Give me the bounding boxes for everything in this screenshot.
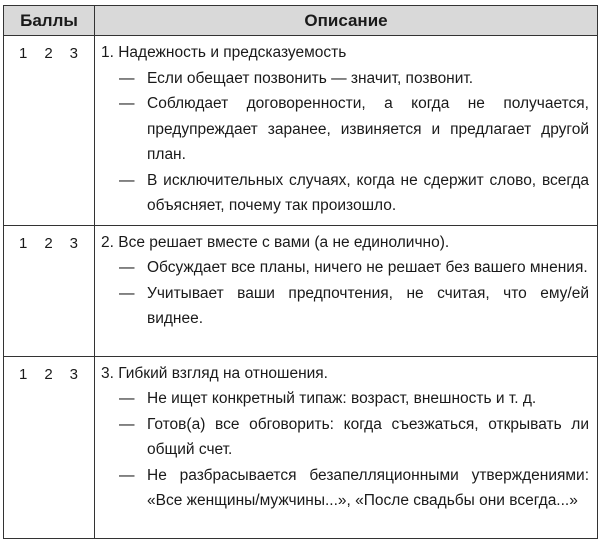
list-item-text: В исключительных случаях, когда не сдержит слово, всегда объясняет, почему так произошло. [147,171,589,214]
list-item-text: Обсуждает все планы, ничего не решает без вашего мнения. [147,259,588,276]
description-cell [95,356,598,538]
score-option-3[interactable]: 3 [69,365,78,383]
table-row [4,356,598,538]
dash-marker: — [119,415,135,433]
description-cell [95,225,598,356]
criterion-heading: 2. Все решает вместе с вами (а не единолично). [101,233,450,251]
score-cell [4,225,95,356]
score-option-1[interactable]: 1 [19,45,28,62]
score-option-2[interactable]: 2 [44,45,53,62]
table-row [4,36,598,226]
list-item [101,255,591,281]
list-item-text: Готов(а) все обговорить: когда съезжаться, открывать ли общий счет. [147,415,589,458]
dash-marker: — [119,259,135,276]
dash-marker: — [119,390,135,407]
list-item-text: Соблюдает договоренности, а когда не получается, предупреждает заранее, извиняется и предлагает другой план. [147,95,589,163]
score-option-2[interactable]: 2 [44,234,53,252]
score-cell [4,36,95,226]
criteria-table [3,5,598,539]
list-item [101,281,591,332]
list-item-text: Не ищет конкретный типаж: возраст, внешность и т. д. [147,390,537,407]
list-item-text: Если обещает позвонить — значит, позвонит. [147,69,474,87]
score-option-3[interactable]: 3 [69,45,78,62]
list-item [101,168,591,219]
header-scores: Баллы [4,6,95,36]
dash-marker: — [119,466,135,484]
table-header-row [4,6,598,36]
list-item [101,412,591,463]
description-cell [95,36,598,226]
list-item-text: Не разбрасывается безапелляционными утверждениями: «Все женщины/мужчины...», «После свадьбы они всегда...» [147,466,589,509]
score-cell [4,356,95,538]
criteria-table-wrapper [3,5,597,539]
header-description: Описание [95,6,598,36]
list-item [101,386,591,412]
criterion-heading: 3. Гибкий взгляд на отношения. [101,364,328,382]
table-row [4,225,598,356]
score-option-3[interactable]: 3 [69,234,78,252]
dash-marker: — [119,95,135,112]
list-item [101,91,591,168]
dash-marker: — [119,69,135,87]
score-option-1[interactable]: 1 [19,365,28,383]
list-item [101,66,591,92]
score-option-1[interactable]: 1 [19,234,28,252]
criterion-heading: 1. Надежность и предсказуемость [101,44,347,61]
list-item [101,463,591,514]
dash-marker: — [119,171,135,189]
score-option-2[interactable]: 2 [44,365,53,383]
dash-marker: — [119,284,135,302]
list-item-text: Учитывает ваши предпочтения, не считая, что ему/ей виднее. [147,284,589,327]
